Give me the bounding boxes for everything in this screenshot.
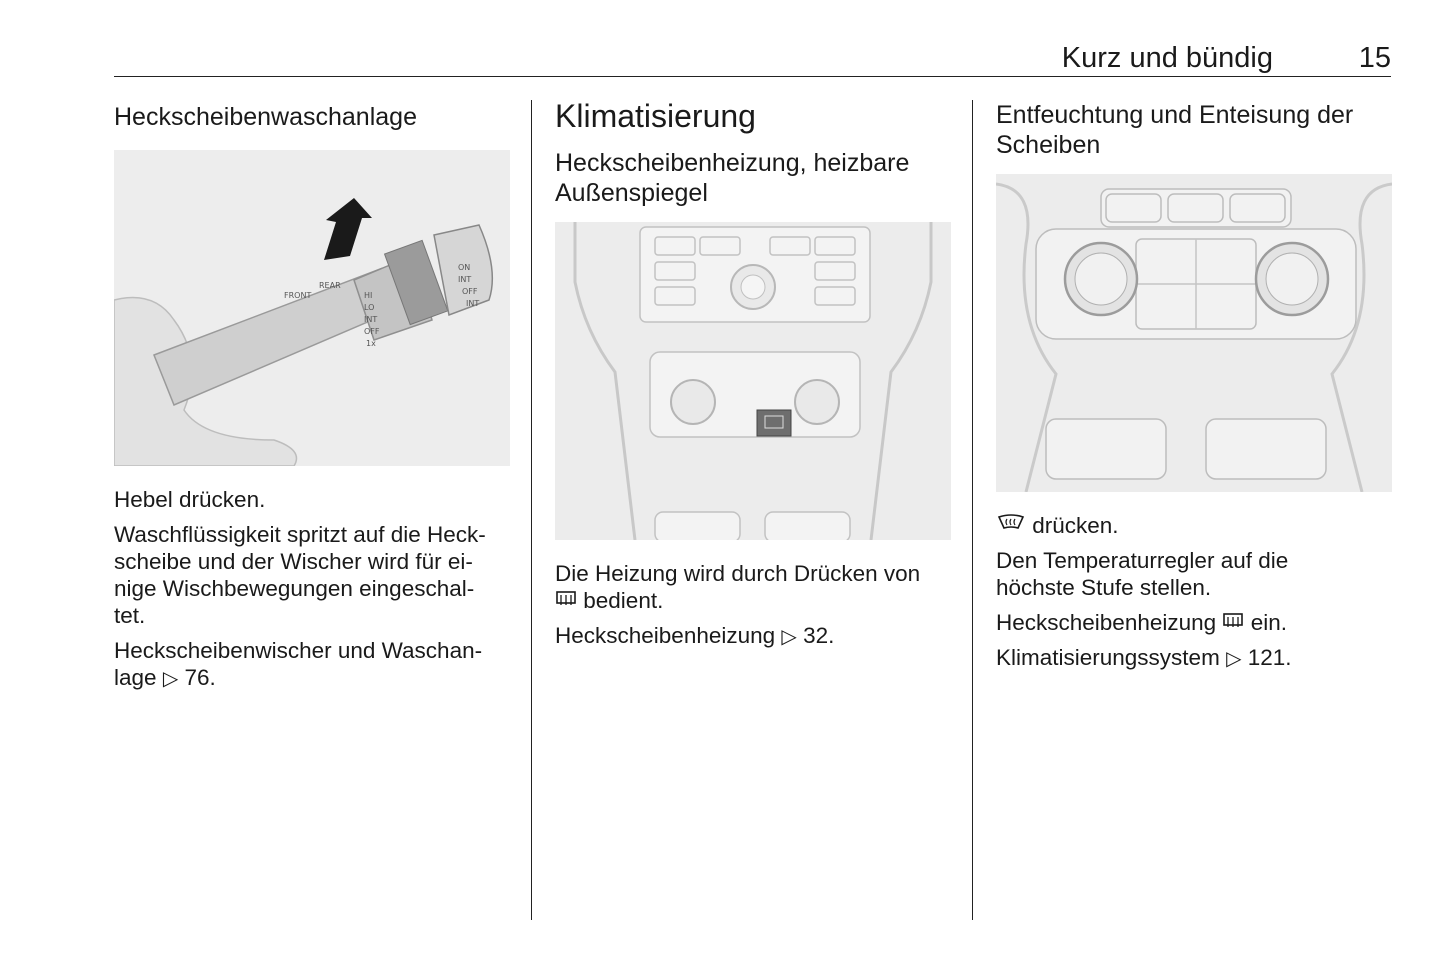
rear-window-defroster-icon — [555, 590, 577, 608]
climate-control-drawing — [996, 174, 1392, 492]
page-reference: 32. — [803, 623, 835, 648]
chapter-title: Kurz und bündig — [1061, 42, 1273, 74]
column-climate — [555, 96, 951, 659]
column-divider-right — [972, 100, 973, 920]
subsection-heading-rear-window-heating: Heckscheibenheizung, heizbare Außenspiegel — [555, 149, 910, 207]
column-defrost — [996, 96, 1392, 681]
rear-window-defroster-icon — [1222, 612, 1244, 630]
windscreen-defroster-icon — [996, 513, 1026, 533]
center-console-illustration — [555, 222, 951, 540]
reference-arrow-icon: ▷ — [162, 668, 179, 690]
paragraph-heating-operation: Die Heizung wird durch Drücken von bedient. — [555, 561, 921, 613]
paragraph-rear-wiper-reference: Heckscheibenwischer und Waschan- lage ▷ 76. — [114, 638, 483, 690]
svg-text:ON: ON — [458, 263, 471, 272]
paragraph-press-lever: Hebel drücken. — [114, 487, 266, 512]
svg-text:INT: INT — [364, 315, 378, 324]
paragraph-temperature: Den Temperaturregler auf die höchste Stufe stellen. — [996, 548, 1289, 600]
paragraph-climate-system-reference: Klimatisierungssystem ▷ 121. — [996, 645, 1292, 670]
page-reference: 76. — [184, 665, 216, 690]
svg-text:1x: 1x — [366, 339, 376, 348]
section-heading-climate: Klimatisierung — [555, 98, 756, 134]
page-number: 15 — [1358, 42, 1391, 74]
paragraph-rear-heating-reference: Heckscheibenheizung ▷ 32. — [555, 623, 835, 648]
svg-text:OFF: OFF — [462, 287, 478, 296]
center-console-drawing — [555, 222, 951, 540]
climate-control-illustration — [996, 174, 1392, 492]
svg-text:INT: INT — [466, 299, 480, 308]
wiper-lever-drawing — [114, 150, 510, 466]
reference-arrow-icon: ▷ — [781, 626, 797, 648]
svg-text:FRONT: FRONT — [284, 291, 312, 300]
wiper-lever-illustration — [114, 150, 510, 466]
paragraph-rear-heating-on: Heckscheibenheizung ein. — [996, 610, 1287, 635]
paragraph-press-defrost: drücken. — [996, 512, 1392, 539]
section-heading-defog-defrost: Entfeuchtung und Enteisung der Scheiben — [996, 101, 1354, 159]
svg-text:LO: LO — [364, 303, 375, 312]
svg-text:INT: INT — [458, 275, 472, 284]
svg-text:OFF: OFF — [364, 327, 380, 336]
running-header — [114, 40, 1391, 77]
page-reference: 121. — [1247, 645, 1292, 670]
svg-text:HI: HI — [364, 291, 373, 300]
reference-arrow-icon: ▷ — [1226, 648, 1242, 670]
column-rear-washer — [114, 96, 510, 701]
svg-text:REAR: REAR — [319, 281, 341, 290]
section-heading-rear-washer: Heckscheibenwaschanlage — [114, 103, 417, 131]
paragraph-washer-fluid: Waschflüssigkeit spritzt auf die Heck- scheibe und der Wischer wird für ei- nige Wischbewegungen eingeschal- tet. — [114, 522, 486, 628]
column-divider-left — [531, 100, 532, 920]
